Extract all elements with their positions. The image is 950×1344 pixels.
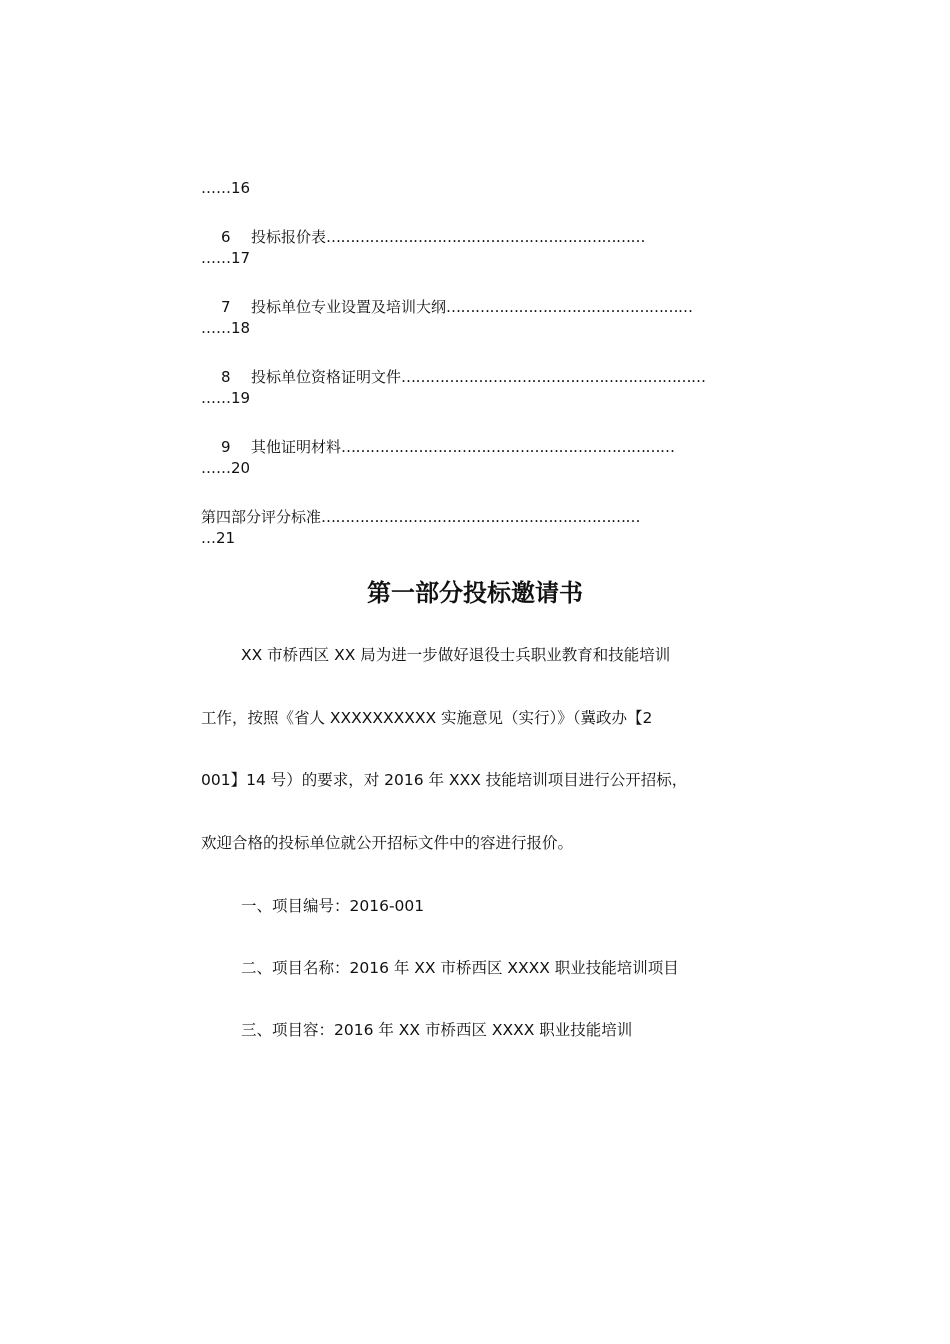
project-content-item: 三、项目容：2016 年 XX 市桥西区 XXXX 职业技能培训 [241,1021,633,1039]
toc-entry-number: 9 [221,438,231,456]
paragraph-line: 工作，按照《省人 XXXXXXXXXX 实施意见（实行）》（冀政办【2 [201,709,653,727]
toc-leader-dots: ………………………………………………………… [326,228,646,246]
toc-entry-second-line: ……20 [201,459,251,477]
toc-entry-label: 第四部分评分标准 [201,508,322,526]
toc-entry-second-line: ……17 [201,249,251,267]
toc-entry-second-line: …21 [201,529,236,547]
toc-page-number: 19 [231,389,251,407]
toc-entry-6[interactable] [201,227,711,269]
toc-entry-8[interactable] [201,367,711,409]
toc-page-number: 17 [231,249,251,267]
toc-leader-dots: …………………………………………………………… [341,438,675,456]
toc-entry-label: 其他证明材料 [251,438,342,456]
toc-entry-9[interactable] [201,437,711,479]
toc-entry-label: 投标报价表 [251,228,327,246]
paragraph-line: XX 市桥西区 XX 局为进一步做好退役士兵职业教育和技能培训 [241,646,671,664]
paragraph-line: 欢迎合格的投标单位就公开招标文件中的容进行报价。 [201,834,574,852]
project-number-item: 一、项目编号：2016-001 [241,897,425,915]
section-title: 第一部分投标邀请书 [367,579,583,607]
toc-leader-dots: ……………………………………………………… [401,368,706,386]
toc-entry-number: 8 [221,368,231,386]
toc-entry-number: 6 [221,228,231,246]
toc-entry-first-line [201,297,711,318]
toc-page-number: 18 [231,319,251,337]
toc-entry-first-line [201,367,711,388]
toc-entry-7[interactable] [201,297,711,339]
toc-entry-label: 投标单位资格证明文件 [251,368,402,386]
toc-entry-second-line: ……19 [201,389,251,407]
toc-continuation [201,178,711,199]
toc-page-number: 16 [231,179,251,197]
toc-page-number: 21 [216,529,236,547]
toc-entry-part4[interactable] [201,507,711,549]
toc-entry-number: 7 [221,298,231,316]
toc-entry-label: 投标单位专业设置及培训大纲 [251,298,447,316]
toc-page-number: 20 [231,459,251,477]
project-name-item: 二、项目名称：2016 年 XX 市桥西区 XXXX 职业技能培训项目 [241,959,679,977]
toc-leader-dots: …………………………………………… [446,298,693,316]
toc-leader-dots: ………………………………………………………… [321,508,641,526]
toc-entry-first-line [201,437,711,458]
toc-entry-first-line [201,227,711,248]
paragraph-line: 001】14 号）的要求，对 2016 年 XXX 技能培训项目进行公开招标， [201,771,688,789]
toc-entry-second-line: ……18 [201,319,251,337]
toc-continuation-line: ……16 [201,179,251,197]
toc-entry-first-line [201,507,711,528]
